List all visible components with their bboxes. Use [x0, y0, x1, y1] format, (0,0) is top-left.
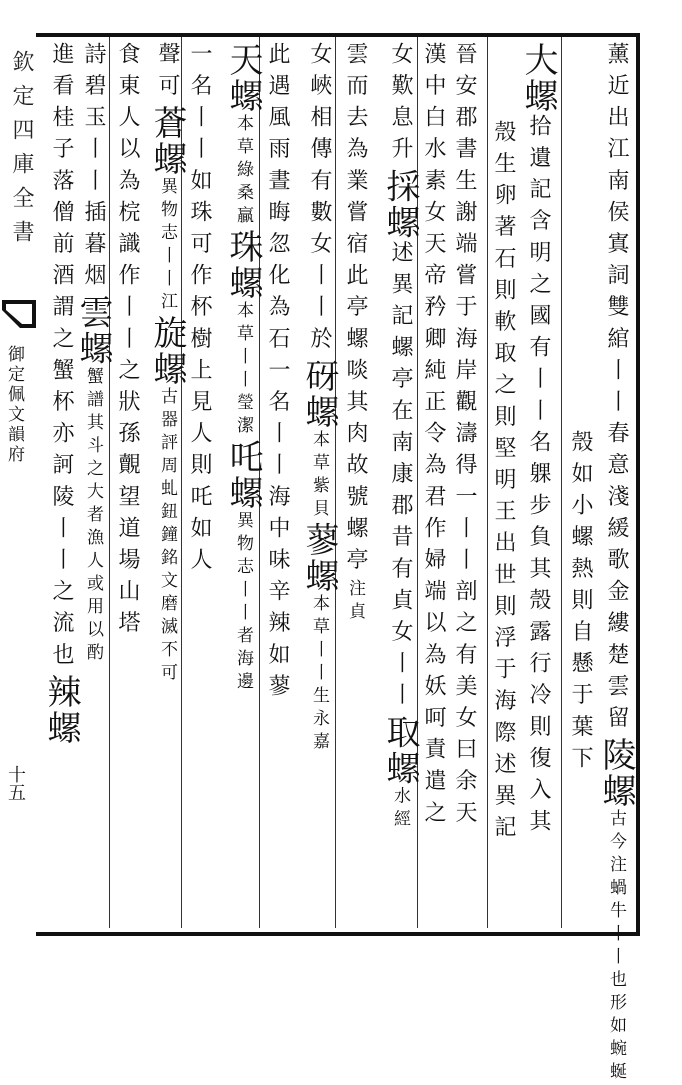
- series-title: 欽定四庫全書: [9, 50, 34, 254]
- text-column: [518, 42, 558, 922]
- text-segment: 述異記螺亭在南康郡昔有貞女丨丨: [388, 240, 413, 715]
- entry-headword: 砑螺: [299, 358, 339, 430]
- entry-headword: 天螺: [223, 42, 263, 114]
- text-column: [492, 120, 514, 1000]
- text-column: [596, 42, 636, 1085]
- text-segment: 識作丨丨之狀孫覿望道場山塔: [115, 231, 140, 643]
- text-column: [41, 42, 81, 922]
- entry-headword: 吒螺: [223, 439, 263, 511]
- text-segment: 酒謂之蟹杯亦訶陵丨丨之流也: [49, 263, 74, 675]
- text-segment: 詩碧玉丨丨插暮烟: [81, 42, 106, 295]
- text-column: [344, 42, 366, 922]
- text-segment: 此遇風雨晝晦忽化為石: [265, 42, 290, 358]
- entry-headword: 珠螺: [223, 229, 263, 301]
- fish-tail-mark: [0, 296, 36, 332]
- book-title: 御定佩文韻府: [4, 345, 24, 465]
- text-segment: 薰近出江南侯寘詞雙綰: [604, 42, 629, 358]
- text-segment: 漢中白水素女天帝矜卿純正令為君作婦端以為妖呵責遣之: [421, 42, 446, 832]
- column-rule: [561, 37, 562, 928]
- entry-headword: 大螺: [518, 42, 558, 114]
- entry-headword: 採螺: [380, 168, 420, 241]
- text-segment: 晉安郡書生謝端嘗于海岸觀濤得一丨丨剖之有美女曰余天: [452, 42, 477, 832]
- text-column: [569, 430, 591, 920]
- entry-headword: 雲螺: [73, 294, 113, 367]
- text-column: [266, 42, 288, 922]
- text-segment: 古器評周虬鈕鐘銘文磨滅不可: [157, 387, 177, 687]
- text-column: [73, 42, 113, 922]
- text-column: [380, 42, 420, 922]
- entry-headword: 陵螺: [596, 737, 636, 810]
- entry-headword: 旋螺: [147, 315, 187, 388]
- text-segment: 丨春意淺緩歌金縷楚雲留: [604, 389, 629, 738]
- text-segment: 女峽相傳有數女丨丨於: [307, 42, 332, 358]
- page-number: 十五: [5, 765, 26, 801]
- text-segment: 異物志丨丨江: [157, 177, 177, 316]
- text-segment: 本草丨丨瑩潔: [233, 301, 253, 439]
- text-segment: 本草綠桑贏: [233, 114, 253, 229]
- text-segment: 為業嘗宿此亭螺啖其肉故號螺亭: [343, 136, 368, 580]
- text-segment: 一名丨丨: [265, 358, 290, 485]
- text-segment: 古今注蝸牛丨丨也形如蜿蜒: [606, 809, 626, 1085]
- text-segment: 如珠可作杯: [187, 168, 212, 327]
- text-column: [453, 42, 475, 922]
- text-segment: 丨: [604, 358, 629, 390]
- text-segment: 東人以為梡: [115, 73, 140, 232]
- text-segment: 殼生卵著石則軟取之則堅明王出世則浮于海際述異記: [491, 120, 516, 847]
- text-segment: 異物志丨丨者海邊: [233, 511, 253, 695]
- entry-headword: 蓼螺: [299, 522, 339, 594]
- text-segment: 聲可: [155, 42, 180, 106]
- text-column: [299, 42, 339, 922]
- text-segment: 樹上見人則吒如人: [187, 326, 212, 580]
- entry-headword: 蒼螺: [147, 105, 187, 178]
- text-column: [188, 42, 210, 922]
- text-segment: 食: [115, 42, 140, 74]
- text-segment: 進看桂子落僧前: [49, 42, 74, 264]
- entry-headword: 辣螺: [41, 674, 81, 747]
- text-segment: 注貞: [345, 579, 365, 626]
- text-column: [147, 42, 187, 922]
- entry-headword: 取螺: [380, 714, 420, 787]
- text-segment: 拾遺記含明之國有丨丨名躶步負其殼露行冷則復入其: [526, 114, 551, 841]
- text-segment: 雲而去: [343, 42, 368, 137]
- text-column: [116, 42, 138, 922]
- column-rule: [487, 37, 488, 928]
- text-segment: 水經: [390, 786, 410, 833]
- text-column: [223, 42, 263, 922]
- text-segment: 一名丨丨: [187, 42, 212, 169]
- text-segment: 海中味辛辣如蓼: [265, 484, 290, 706]
- text-segment: 女歎息升: [388, 42, 413, 169]
- text-segment: 蟹譜其斗之大者漁人或用以酌: [83, 366, 103, 666]
- text-column: [422, 42, 444, 922]
- text-segment: 本草紫貝: [309, 430, 329, 522]
- text-segment: 本草丨丨生永嘉: [309, 594, 329, 755]
- text-segment: 殼如小螺熱則自懸于葉下: [568, 430, 593, 778]
